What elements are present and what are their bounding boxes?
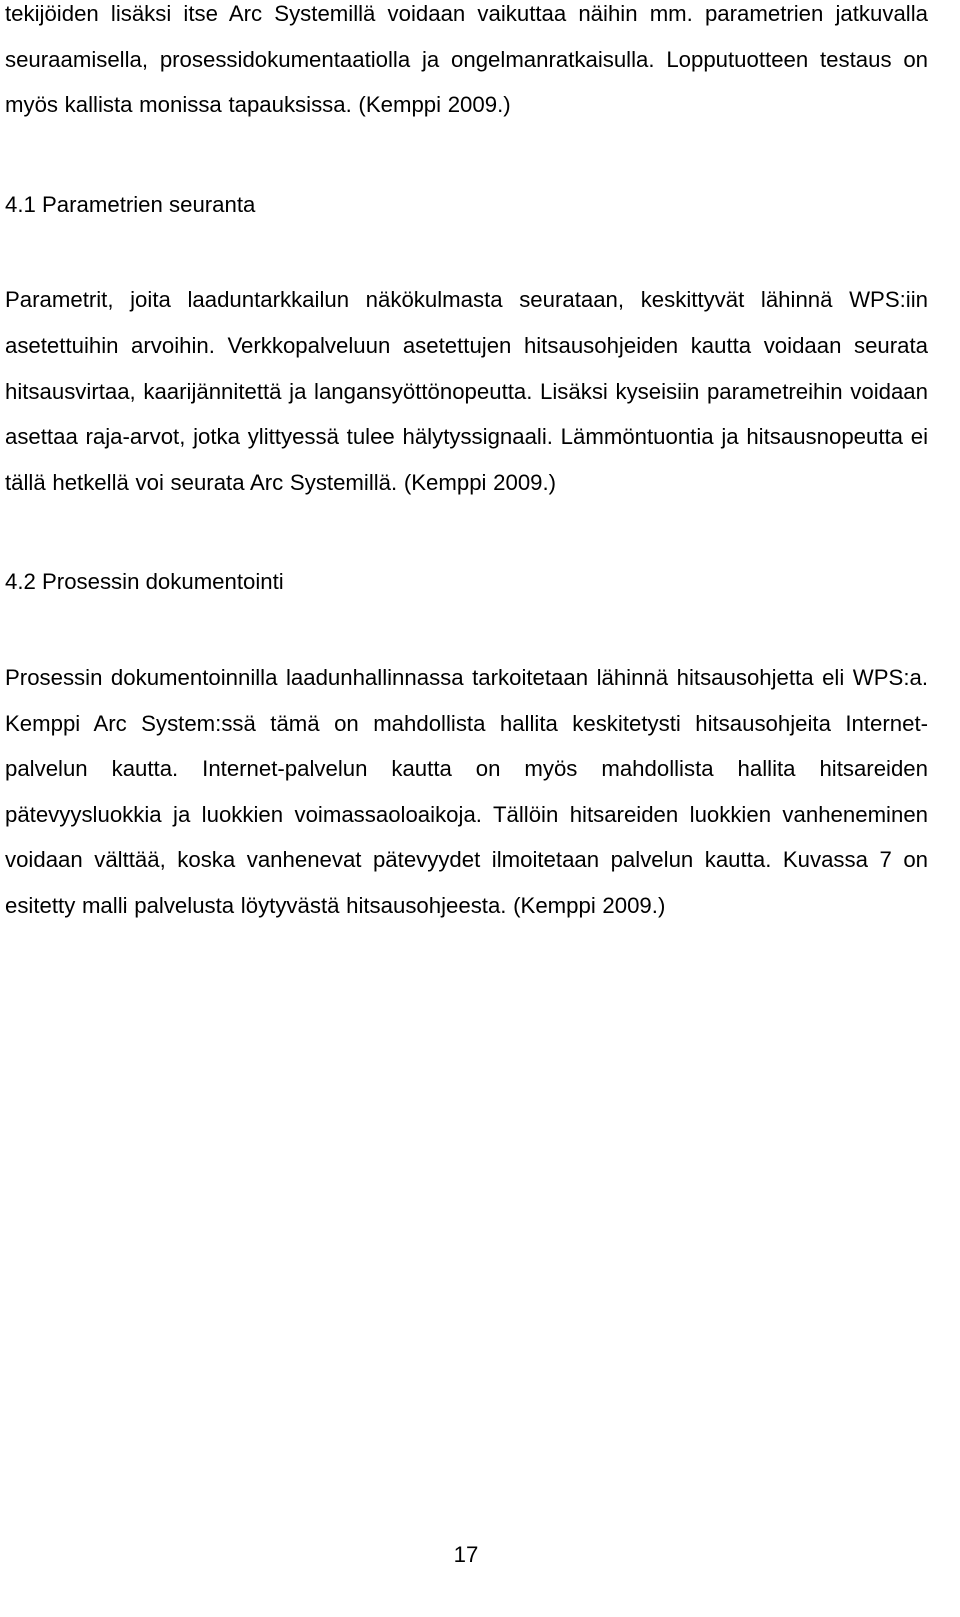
section-heading-prosessin-dokumentointi: 4.2 Prosessin dokumentointi: [5, 569, 284, 595]
section-heading-parametrien-seuranta: 4.1 Parametrien seuranta: [5, 191, 256, 217]
section-paragraph-parametrien-seuranta: Parametrit, joita laaduntarkkailun näkökulmasta seurataan, keskittyvät lähinnä WPS:iin asetettuihin arvoihin. Verkkopalveluun asetettujen hitsausohjeiden kautta voidaan seurata hitsausvirtaa, kaarijännitettä ja langansyöttönopeutta. Lisäksi kyseisiin parametreihin voidaan asettaa raja-arvot, jotka ylittyessä tulee hälytyssignaali. Lämmöntuontia ja hitsausnopeutta ei tällä hetkellä voi seurata Arc Systemillä. (Kemppi 2009.): [5, 287, 928, 495]
intro-paragraph: tekijöiden lisäksi itse Arc Systemillä voidaan vaikuttaa näihin mm. parametrien jatkuvalla seuraamisella, prosessidokumentaatiolla ja ongelmanratkaisulla. Lopputuotteen testaus on myös kallista monissa tapauksissa. (Kemppi 2009.): [5, 1, 928, 118]
section-paragraph-prosessin-dokumentointi: Prosessin dokumentoinnilla laadunhallinnassa tarkoitetaan lähinnä hitsausohjetta eli WPS:a. Kemppi Arc System:ssä tämä on mahdollista hallita keskitetysti hitsausohjeita Internet-palvelun kautta. Internet-palvelun kautta on myös mahdollista hallita hitsareiden pätevyysluokkia ja luokkien voimassaoloaikoja. Tällöin hitsareiden luokkien vanheneminen voidaan välttää, koska vanhenevat pätevyydet ilmoitetaan palvelun kautta. Kuvassa 7 on esitetty malli palvelusta löytyvästä hitsausohjeesta. (Kemppi 2009.): [5, 664, 928, 918]
page-number: 17: [453, 1542, 479, 1567]
page-content: [5, 0, 928, 929]
